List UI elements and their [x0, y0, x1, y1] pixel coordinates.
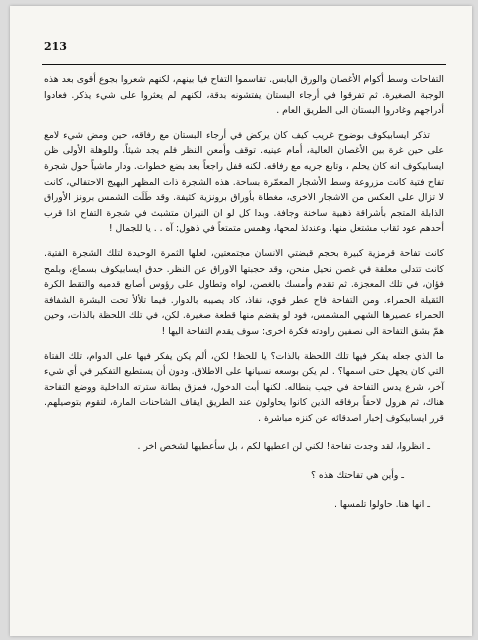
dialogue-line: ـ انها هنا. حاولوا تلمسها . — [334, 498, 430, 510]
paragraph: التفاحات وسط أكوام الأغصان والورق اليابس. تقاسموا التفاح فيا بينهم، لكنهم شعروا بجوع أقوى بعد هذه الوجبة الصغيرة. ثم تفرقوا في أرجاء البستان يفتشونه بدقة، لكنهم لم يعثروا على شيء يذكر. فعادوا أدراجهم وغادروا البستان الى الطريق العام . — [44, 74, 444, 117]
paragraph: كانت تفاحة قرمزية كبيرة بحجم قبضتي الانسان مجتمعتين، لعلها الثمرة الوحيدة لتلك الشجرة الفتية. كانت تتدلى معلقة في غصن نحيل منحن، وقد حجبتها الاوراق عن النظر. حدق ايسابيكوف بسماع، وبلمح فؤان، في تلك المعجزة. ثم تقدم وأمسك بالغصن، لواه وتطاول على رؤوس أصابع قدميه والتقط الكرة الثقيلة الحمراء. ومن التفاحة فاح عطر قوي، نفاذ، كاد يصيبه بالدوار. فيما تلألأ تحت البشرة الشفافة الحمراء عصيرها الشهي المشمس، فود لو يقضم منها قطعة صغيرة. لكن، في تلك اللحظة بالذات، وحين همّ بشق التفاحة الى نصفين راودته فكرة اخرى: سوف يقدم التفاحة اليها ! — [44, 247, 444, 337]
paragraph: تذكر ايسابيكوف بوضوح غريب كيف كان يركض في أرجاء البستان مع رفاقه، حين ومض شيء لامع على حين غرة بين الأغصان العالية، أمام عينيه. توقف وأمعن النظر فلم يجد شيئاً. وللوهلة الأولى ظن ايسابيكوف انه كان يحلم ، وتابع جريه مع رفاقه. لكنه قفل راجعاً بعد بضع خطوات. ودار ماشياً حول شجرة تفاح فتية كانت مزروعة وسط الأشجار المعمّرة بساحة. هذه الشجرة ذات المظهر البهيج الاحتفالي، كانت لا تزال على العكس من الاشجار الاخرى، مغطاة بأوراق برونزية كثيفة. وقد طَلَت الشمس برونز الأوراق الذابلة المتجم بأشراقة ذهبية ساخنة وجافة. وبدا كل لو ان النيران متشبث في شجرة التفاح اذا قرب أحدهم عود ثقاب مشتعل منها. وعندئذ لمحها، وهمس متمتعاً في ذهول: آه . . يا للجمال ! — [44, 129, 444, 235]
body-text — [44, 72, 444, 525]
paragraph: ما الذي جعله يفكر فيها تلك اللحظة بالذات؟ يا للحظ! لكن، ألم يكن يفكر فيها على الدوام، تلك الفتاة التي كان يجهل حتى اسمها؟ . لم يكن بوسعه نسيانها على الاطلاق. ودون أن يستطيع التفكير في أي شيء آخر، شرع يدس التفاحة في جيب بنطاله. لكنها أبت الدخول، فمزق بطانة سترته الداخلية ووضع التفاحة هناك، ثم هرول لاحقاً برفاقه الذين كانوا يحاولون عند الطريق ايقاف الشاحنات المارة، لتقوم بتوصيلهم. قرر ايسابيكوف إخبار اصدقائه عن كنزه مباشرة . — [44, 350, 444, 424]
dialogue-line: ـ انظروا، لقد وجدت تفاحة! لكني لن اعطيها لكم ، بل سأعطيها لشخص اخر . — [137, 441, 430, 453]
header-rule — [42, 64, 446, 65]
book-page — [10, 6, 472, 636]
dialogue-line: ـ وأين هي تفاحتك هذه ؟ — [311, 470, 404, 482]
page-number: 213 — [44, 40, 67, 53]
